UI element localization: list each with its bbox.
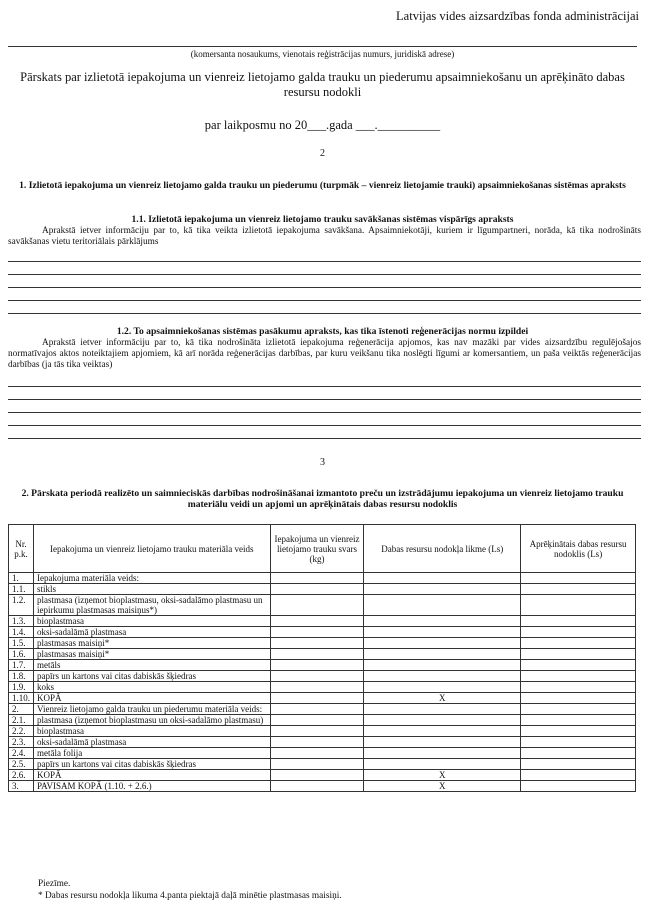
rate-cell[interactable] xyxy=(364,682,521,693)
weight-cell[interactable] xyxy=(270,584,364,595)
section1-heading: 1. Izlietotā iepakojuma un vienreiz lietojamo galda trauku un piederumu (turpmāk – vienreiz lietojamie trauki) apsaimniekošanas sistēmas apraksts xyxy=(19,180,626,191)
rate-cell[interactable] xyxy=(364,616,521,627)
table-row xyxy=(9,693,636,704)
table-row xyxy=(9,584,636,595)
column-header-material: Iepakojuma un vienreiz lietojamo trauku materiāla veids xyxy=(34,525,271,573)
rate-cell[interactable] xyxy=(364,715,521,726)
section1-1-description: Aprakstā ietver informāciju par to, kā tika veikta izlietotā iepakojuma savākšana. Apsaimniekotāji, kuriem ir līgumpartneri, norāda, kā tika nodrošināts savākšanas vietu teritoriālais pārklājums xyxy=(8,226,641,247)
tax-cell[interactable] xyxy=(521,737,636,748)
note-label: Piezīme. xyxy=(38,879,71,889)
tax-cell[interactable] xyxy=(521,660,636,671)
row-number-cell: 1.1. xyxy=(9,584,34,595)
table-body xyxy=(9,573,636,792)
rate-cell[interactable] xyxy=(364,671,521,682)
recipient-line: Latvijas vides aizsardzības fonda administrācijai xyxy=(396,9,639,23)
tax-cell[interactable] xyxy=(521,573,636,584)
rate-cell[interactable]: X xyxy=(364,770,521,781)
table-row xyxy=(9,573,636,584)
row-number-cell: 1. xyxy=(9,573,34,584)
rate-cell[interactable] xyxy=(364,573,521,584)
tax-cell[interactable] xyxy=(521,770,636,781)
material-type-cell: bioplastmasa xyxy=(34,726,271,737)
weight-cell[interactable] xyxy=(270,781,364,792)
weight-cell[interactable] xyxy=(270,682,364,693)
material-type-cell: oksi-sadalāmā plastmasa xyxy=(34,627,271,638)
merchant-name-line xyxy=(8,46,637,47)
material-type-cell: plastmasas maisiņi* xyxy=(34,638,271,649)
material-type-cell: papīrs un kartons vai citas dabiskās šķiedras xyxy=(34,671,271,682)
weight-cell[interactable] xyxy=(270,737,364,748)
fill-line[interactable] xyxy=(8,274,641,275)
column-header-nr: Nr. p.k. xyxy=(9,525,34,573)
weight-cell[interactable] xyxy=(270,616,364,627)
table-row xyxy=(9,737,636,748)
material-type-cell: stikls xyxy=(34,584,271,595)
row-number-cell: 3. xyxy=(9,781,34,792)
weight-cell[interactable] xyxy=(270,671,364,682)
tax-cell[interactable] xyxy=(521,616,636,627)
note-text: * Dabas resursu nodokļa likuma 4.panta piektajā daļā minētie plastmasas maisiņi. xyxy=(38,891,342,901)
weight-cell[interactable] xyxy=(270,715,364,726)
material-type-cell: Vienreiz lietojamo galda trauku un piederumu materiāla veids: xyxy=(34,704,271,715)
rate-cell[interactable] xyxy=(364,759,521,770)
weight-cell[interactable] xyxy=(270,748,364,759)
weight-cell[interactable] xyxy=(270,627,364,638)
rate-cell[interactable] xyxy=(364,748,521,759)
row-number-cell: 1.6. xyxy=(9,649,34,660)
fill-line[interactable] xyxy=(8,412,641,413)
row-number-cell: 2.2. xyxy=(9,726,34,737)
table-row xyxy=(9,627,636,638)
material-type-cell: plastmasas maisiņi* xyxy=(34,649,271,660)
row-number-cell: 1.3. xyxy=(9,616,34,627)
material-type-cell: papīrs un kartons vai citas dabiskās šķiedras xyxy=(34,759,271,770)
row-number-cell: 2.3. xyxy=(9,737,34,748)
rate-cell[interactable] xyxy=(364,584,521,595)
material-type-cell: koks xyxy=(34,682,271,693)
table-row xyxy=(9,682,636,693)
table-row xyxy=(9,660,636,671)
section2-heading: 2. Pārskata periodā realizēto un saimnieciskās darbības nodrošināšanai izmantoto preču un izstrādājumu iepakojuma un vienreiz lietojamo trauku materiālu veidi un apjomi un aprēķinātais dabas resursu nodoklis xyxy=(21,488,624,510)
weight-cell[interactable] xyxy=(270,573,364,584)
material-type-cell: metāla folija xyxy=(34,748,271,759)
rate-cell[interactable] xyxy=(364,638,521,649)
tax-cell[interactable] xyxy=(521,671,636,682)
rate-cell[interactable]: X xyxy=(364,693,521,704)
column-header-weight: Iepakojuma un vienreiz lietojamo trauku svars (kg) xyxy=(270,525,364,573)
row-number-cell: 1.2. xyxy=(9,595,34,616)
row-number-cell: 2.1. xyxy=(9,715,34,726)
tax-cell[interactable] xyxy=(521,595,636,616)
material-type-cell: plastmasa (izņemot bioplastmasu un oksi-sadalāmo plastmasu) xyxy=(34,715,271,726)
row-number-cell: 1.7. xyxy=(9,660,34,671)
material-type-cell: metāls xyxy=(34,660,271,671)
merchant-caption: (komersanta nosaukums, vienotais reģistrācijas numurs, juridiskā adrese) xyxy=(190,49,455,59)
document-title: Pārskats par izlietotā iepakojuma un vienreiz lietojamo galda trauku un piederumu apsaimniekošanu un aprēķināto dabas resursu nodokli xyxy=(20,70,625,99)
rate-cell[interactable] xyxy=(364,595,521,616)
weight-cell[interactable] xyxy=(270,693,364,704)
weight-cell[interactable] xyxy=(270,649,364,660)
row-number-cell: 2.6. xyxy=(9,770,34,781)
fill-line[interactable] xyxy=(8,425,641,426)
weight-cell[interactable] xyxy=(270,770,364,781)
row-number-cell: 2.4. xyxy=(9,748,34,759)
tax-cell[interactable] xyxy=(521,638,636,649)
tax-cell[interactable] xyxy=(521,584,636,595)
section1-1-heading: 1.1. Izlietotā iepakojuma un vienreiz lietojamo trauku savākšanas sistēmas vispārīgs apraksts xyxy=(131,214,514,225)
tax-cell[interactable] xyxy=(521,693,636,704)
tax-cell[interactable] xyxy=(521,715,636,726)
section1-2-heading: 1.2. To apsaimniekošanas sistēmas pasākumu apraksts, kas tika īstenoti reģenerācijas normu izpildei xyxy=(116,326,529,337)
table-row xyxy=(9,715,636,726)
table-row xyxy=(9,770,636,781)
page-number: 3 xyxy=(320,457,325,468)
rate-cell[interactable] xyxy=(364,627,521,638)
fill-line[interactable] xyxy=(8,287,641,288)
rate-cell[interactable] xyxy=(364,726,521,737)
rate-cell[interactable] xyxy=(364,704,521,715)
tax-cell[interactable] xyxy=(521,704,636,715)
fill-line[interactable] xyxy=(8,438,641,439)
reporting-period: par laikposmu no 20___.gada ___.__________ xyxy=(204,118,441,132)
row-number-cell: 1.5. xyxy=(9,638,34,649)
weight-cell[interactable] xyxy=(270,704,364,715)
weight-cell[interactable] xyxy=(270,726,364,737)
fill-line[interactable] xyxy=(8,399,641,400)
row-number-cell: 1.4. xyxy=(9,627,34,638)
weight-cell[interactable] xyxy=(270,660,364,671)
material-tax-table xyxy=(8,524,636,792)
weight-cell[interactable] xyxy=(270,759,364,770)
tax-cell[interactable] xyxy=(521,649,636,660)
fill-line[interactable] xyxy=(8,386,641,387)
material-type-cell: oksi-sadalāmā plastmasa xyxy=(34,737,271,748)
material-type-cell: bioplastmasa xyxy=(34,616,271,627)
tax-cell[interactable] xyxy=(521,781,636,792)
table-row xyxy=(9,759,636,770)
table-row xyxy=(9,638,636,649)
tax-cell[interactable] xyxy=(521,627,636,638)
material-type-cell: KOPĀ xyxy=(34,693,271,704)
table-row xyxy=(9,726,636,737)
section1-2-description: Aprakstā ietver informāciju par to, kā tika nodrošināta izlietotā iepakojuma reģenerācija apjomos, kas nav mazāki par vides aizsardzību regulējošajos normatīvajos aktos noteiktajiem apjomiem, kā arī norāda reģenerācijas darbības, par kuru veikšanu tika noslēgti līgumi ar komersantiem, un paša veiktās reģenerācijas darbības (ja tās tika veiktas) xyxy=(8,338,641,370)
rate-cell[interactable] xyxy=(364,737,521,748)
material-type-cell: plastmasa (izņemot bioplastmasu, oksi-sadalāmo plastmasu un iepirkumu plastmasas maisiņus*) xyxy=(34,595,271,616)
material-type-cell: KOPĀ xyxy=(34,770,271,781)
tax-cell[interactable] xyxy=(521,682,636,693)
tax-cell[interactable] xyxy=(521,759,636,770)
row-number-cell: 1.9. xyxy=(9,682,34,693)
column-header-tax: Aprēķinātais dabas resursu nodoklis (Ls) xyxy=(521,525,636,573)
row-number-cell: 1.10. xyxy=(9,693,34,704)
table-header-row xyxy=(9,525,636,573)
row-number-cell: 1.8. xyxy=(9,671,34,682)
material-type-cell: Iepakojuma materiāla veids: xyxy=(34,573,271,584)
table-row xyxy=(9,781,636,792)
table-row xyxy=(9,649,636,660)
material-type-cell: PAVISAM KOPĀ (1.10. + 2.6.) xyxy=(34,781,271,792)
row-number-cell: 2. xyxy=(9,704,34,715)
fill-line[interactable] xyxy=(8,261,641,262)
row-number-cell: 2.5. xyxy=(9,759,34,770)
table-row xyxy=(9,704,636,715)
page-number: 2 xyxy=(320,148,325,159)
tax-cell[interactable] xyxy=(521,726,636,737)
tax-cell[interactable] xyxy=(521,748,636,759)
fill-line[interactable] xyxy=(8,300,641,301)
column-header-rate: Dabas resursu nodokļa likme (Ls) xyxy=(364,525,521,573)
table-row xyxy=(9,616,636,627)
table-row xyxy=(9,671,636,682)
rate-cell[interactable] xyxy=(364,660,521,671)
fill-line[interactable] xyxy=(8,313,641,314)
table-row xyxy=(9,748,636,759)
rate-cell[interactable] xyxy=(364,649,521,660)
weight-cell[interactable] xyxy=(270,595,364,616)
rate-cell[interactable]: X xyxy=(364,781,521,792)
weight-cell[interactable] xyxy=(270,638,364,649)
table-row xyxy=(9,595,636,616)
